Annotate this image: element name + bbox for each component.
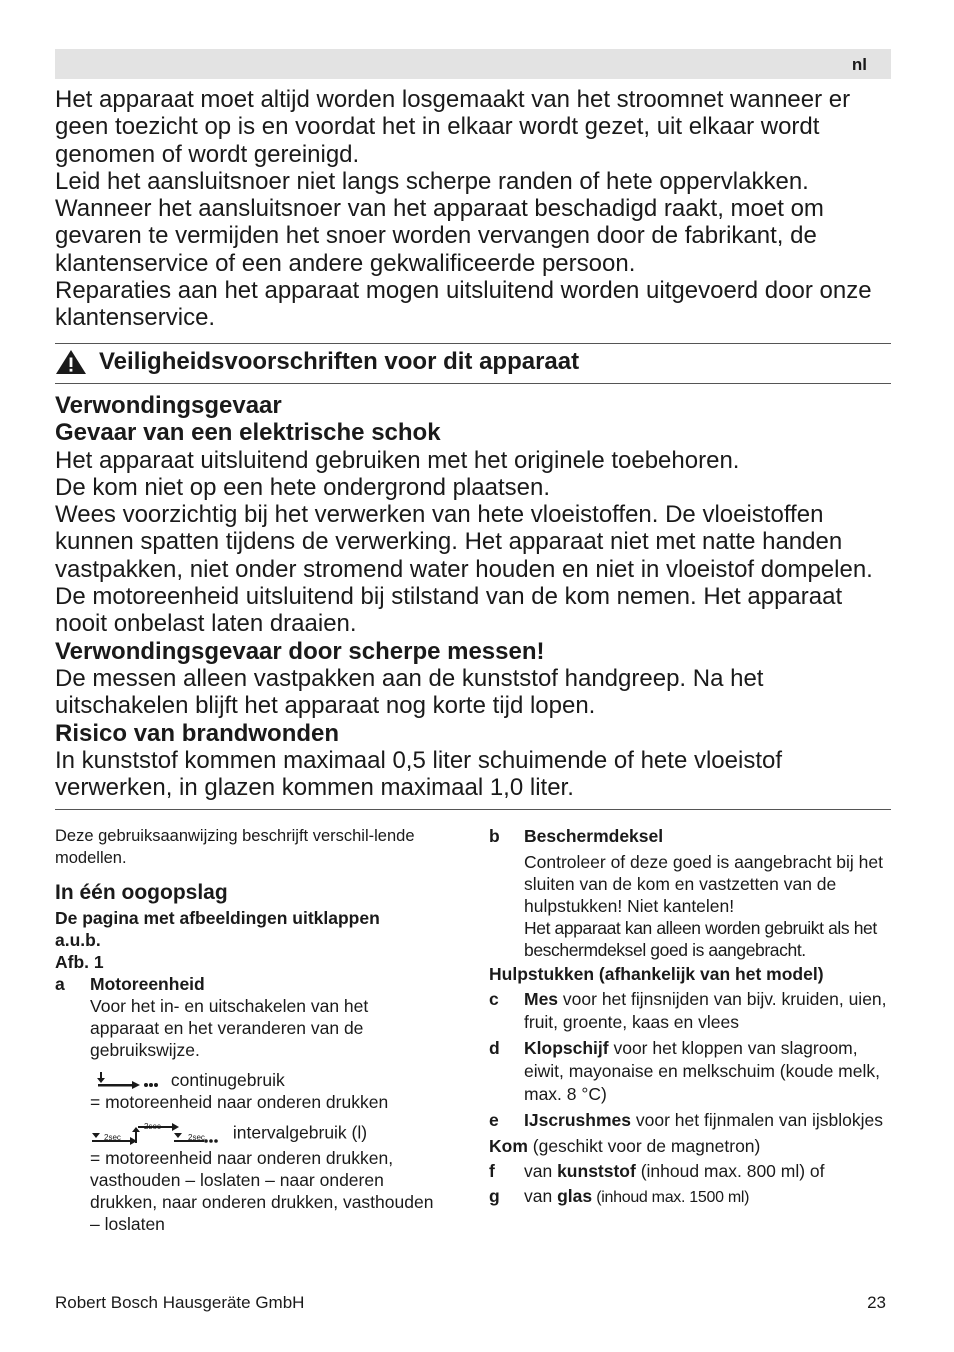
bowl-text: (geschikt voor de magnetron) [527,1136,761,1156]
item-title: Beschermdeksel [524,826,664,846]
safety-text [55,392,895,801]
item-label: a [55,974,65,994]
safety-title [55,348,579,376]
item-b [489,825,891,961]
left-column [55,825,435,1235]
overview-heading: In één oogopslag [55,881,228,904]
fold-instruction-cont: a.u.b. [55,930,101,950]
item-label: b [489,826,500,846]
intro-paragraph-1: Het apparaat moet altijd worden losgemaakt van het stroomnet wanneer er geen toezicht op is en voordat het in elkaar wordt gezet, uit elkaar wordt genomen of wordt gereinigd. [55,86,851,168]
intro-text [55,86,895,332]
models-note: Deze gebruiksaanwijzing beschrijft verschil-lende modellen. [55,827,415,867]
interval-desc: = motoreenheid naar onderen drukken, vasthouden – loslaten – naar onderen drukken, naar onderen drukken, vasthouden – loslaten [90,1148,434,1234]
warning-triangle-icon [55,349,87,375]
interval-row [90,1121,435,1147]
item-title: glas [557,1186,593,1206]
item-title: Motoreenheid [90,974,205,994]
item-title: Mes [524,989,559,1009]
continuous-mode-icon [90,1072,160,1090]
item-e [489,1109,891,1132]
interval-seconds: 2sec [144,1122,161,1131]
item-prefix: van [524,1186,558,1206]
item-label: e [489,1110,499,1130]
item-text: (inhoud max. 800 ml) of [635,1161,825,1181]
item-prefix: van [524,1161,558,1181]
interval-seconds: 2sec [104,1133,121,1142]
language-bar [55,49,891,79]
safety-paragraph: Het apparaat uitsluitend gebruiken met het originele toebehoren. [55,446,740,474]
fold-instruction: De pagina met afbeeldingen uitklappen [55,908,380,928]
safety-paragraph: De messen alleen vastpakken aan de kunststof handgreep. Na het uitschakelen blijft het apparaat nog korte tijd lopen. [55,664,764,720]
divider [55,383,891,384]
interval-mode-icon [90,1121,220,1147]
interval-label: intervalgebruik (l) [232,1122,368,1143]
heading-burns: Risico van brandwonden [55,719,340,747]
item-text: Het apparaat kan alleen worden gebruikt als het beschermdeksel goed is aangebracht. [524,918,877,960]
figure-label: Afb. 1 [55,952,104,972]
item-text: Voor het in- en uitschakelen van het apparaat en het veranderen van de gebruikswijze. [90,996,369,1060]
divider [55,809,891,810]
item-title: Klopschijf [524,1038,609,1058]
item-text: voor het kloppen van slagroom, eiwit, mayonaise en melkschuim (koude melk, max. 8 °C) [524,1038,880,1104]
item-title: kunststof [557,1161,636,1181]
heading-knives: Verwondingsgevaar door scherpe messen! [55,637,545,665]
divider [55,343,891,344]
item-title: IJscrushmes [524,1110,632,1130]
language-code: nl [851,55,867,74]
item-a [55,973,435,1235]
heading-injury: Verwondingsgevaar [55,392,282,419]
item-text: voor het fijnmalen van ijsblokjes [631,1110,883,1130]
safety-paragraph: In kunststof kommen maximaal 0,5 liter schuimende of hete vloeistof verwerken, in glazen kommen maximaal 1,0 liter. [55,746,783,802]
intro-paragraph-3: Reparaties aan het apparaat mogen uitsluitend worden uitgevoerd door onze klantenservice. [55,277,872,332]
safety-title-text: Veiligheidsvoorschriften voor dit apparaat [99,348,580,375]
accessories-heading: Hulpstukken (afhankelijk van het model) [489,964,824,984]
item-g [489,1185,891,1209]
safety-paragraph: Wees voorzichtig bij het verwerken van hete vloeistoffen. De vloeistoffen kunnen spatten tijdens de verwerking. Het apparaat niet met natte handen vastpakken, niet onder stromend water houden en niet in vloeistof dompelen. De motoreenheid uitsluitend bij stilstand van de kom nemen. Het apparaat nooit onbelast laten draaien. [55,501,873,638]
item-text: Controleer of deze goed is aangebracht bij het sluiten van de kom en vastzetten van de hulpstukken! Niet kantelen! [524,852,883,916]
interval-seconds: 2sec [188,1133,205,1142]
item-text: voor het fijnsnijden van bijv. kruiden, uien, fruit, groente, kaas en vlees [524,989,887,1032]
continuous-desc: = motoreenheid naar onderen drukken [90,1092,389,1112]
bowl-title: Kom [489,1136,528,1156]
item-d [489,1037,891,1106]
heading-shock: Gevaar van een elektrische schok [55,419,441,447]
item-label: c [489,989,499,1009]
continuous-row [90,1069,435,1091]
item-text: (inhoud max. 1500 ml) [592,1189,750,1206]
safety-paragraph: De kom niet op een hete ondergrond plaatsen. [55,473,551,501]
item-label: g [489,1186,500,1206]
item-label: d [489,1038,500,1058]
intro-paragraph-2: Leid het aansluitsnoer niet langs scherpe randen of hete oppervlakken. Wanneer het aansluitsnoer van het apparaat beschadigd raakt, moet om gevaren te vermijden het snoer worden vervangen door de fabrikant, de klantenservice of een andere gekwalificeerde persoon. [55,167,824,277]
bowl-heading [489,1135,891,1158]
page-number: 23 [867,1293,886,1312]
continuous-label: continugebruik [170,1070,285,1090]
right-column [489,825,891,1209]
item-c [489,988,891,1034]
item-label: f [489,1161,495,1181]
footer-company: Robert Bosch Hausgeräte GmbH [55,1293,305,1312]
item-f [489,1160,891,1183]
